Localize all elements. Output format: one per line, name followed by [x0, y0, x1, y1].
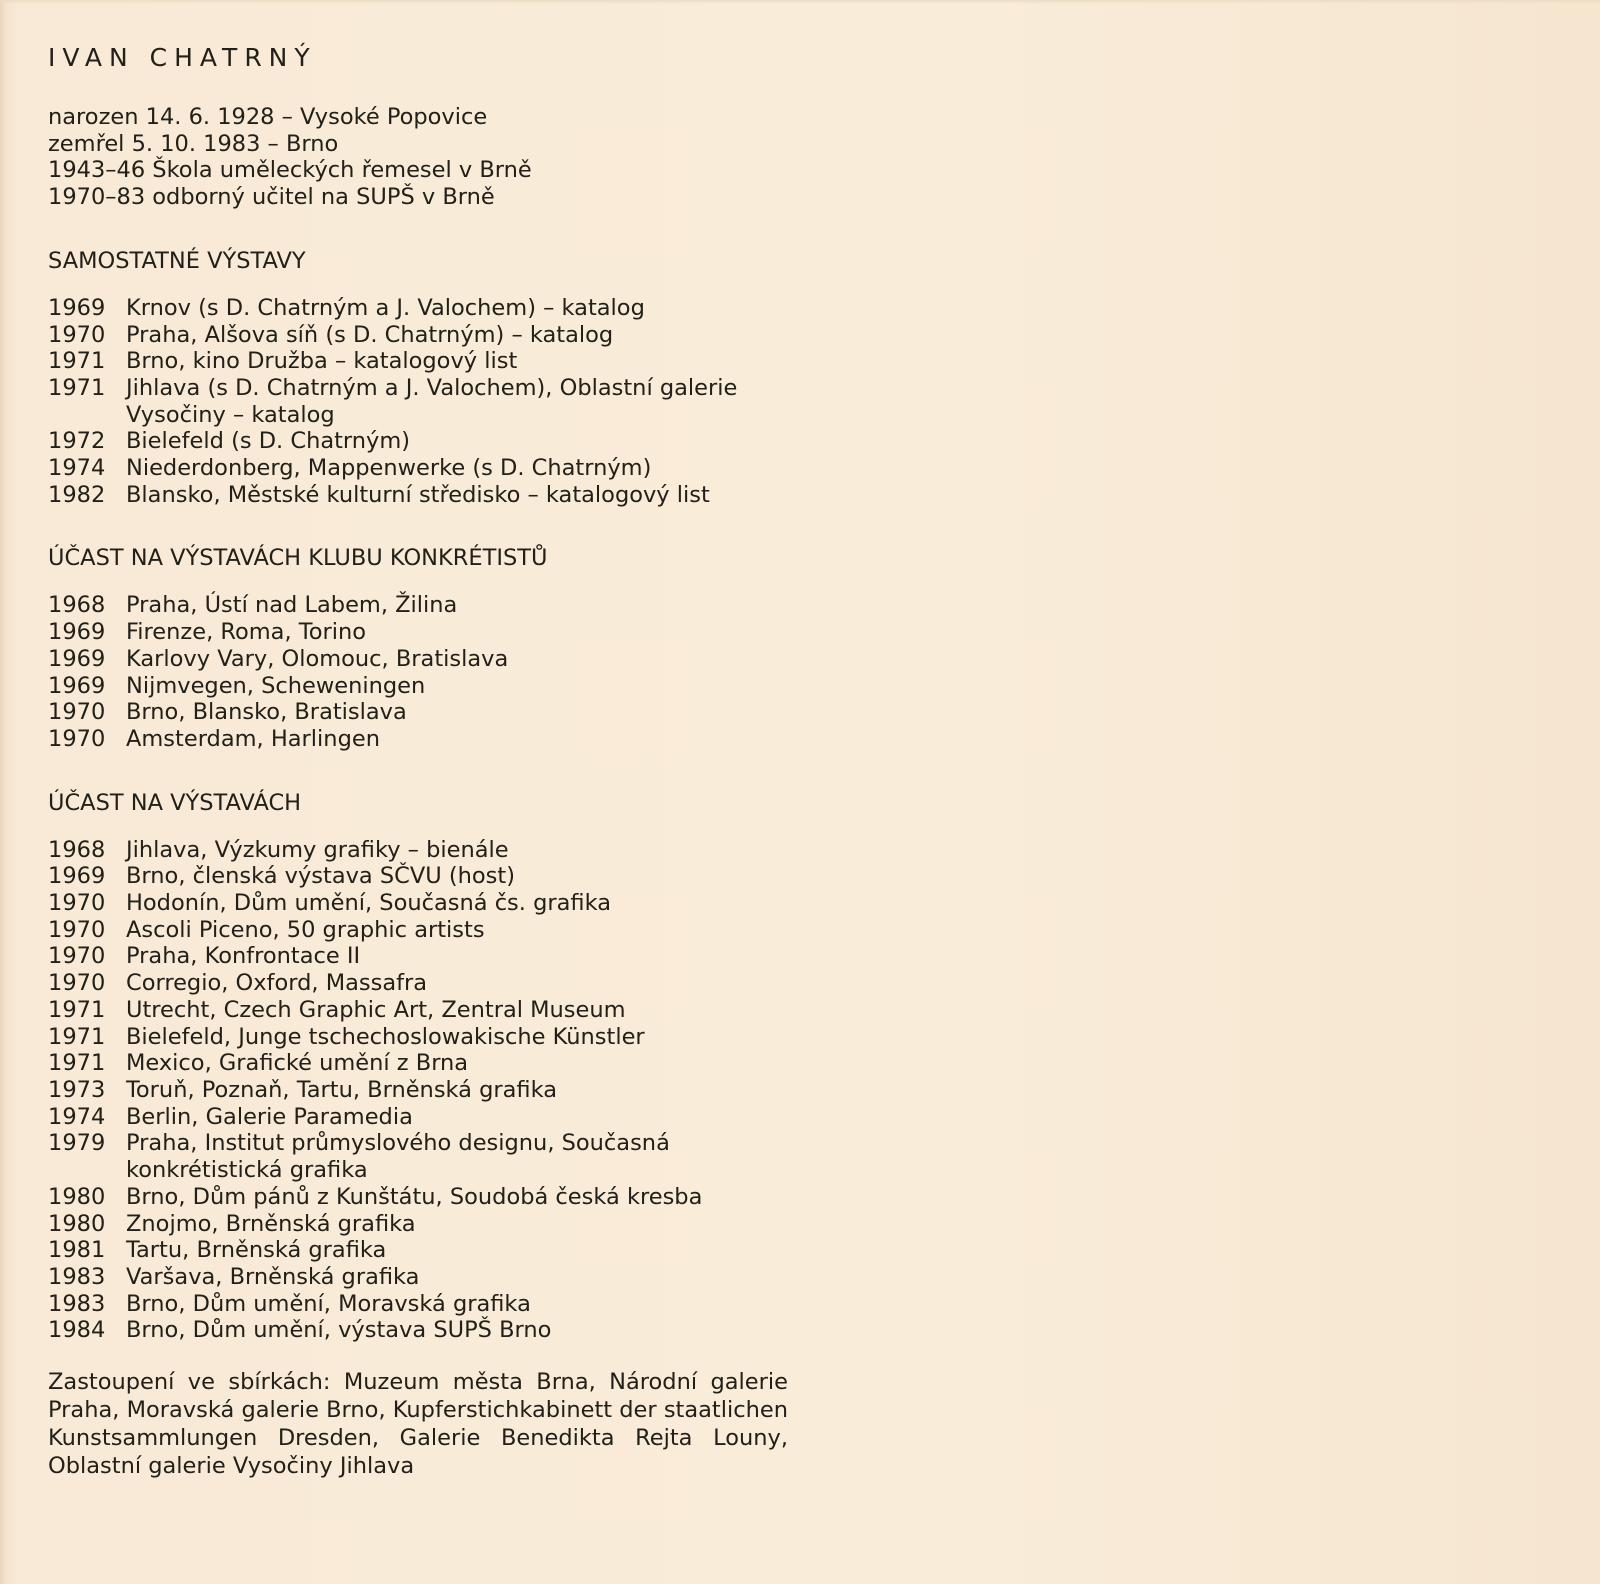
- list-item: [48, 322, 808, 349]
- list-item: [48, 890, 808, 917]
- list-item: [48, 673, 808, 700]
- list-item: [48, 943, 808, 970]
- entry-description: Bielefeld, Junge tschechoslowakische Künstler: [126, 1023, 645, 1050]
- list-item: [48, 619, 808, 646]
- list-item: [48, 592, 808, 619]
- entry-description: Corregio, Oxford, Massafra: [126, 970, 428, 997]
- entry-description: Brno, kino Družba – katalogový list: [126, 348, 518, 375]
- entry-year: 1973: [48, 1076, 106, 1103]
- list-item: [48, 1184, 808, 1211]
- entry-year: 1974: [48, 455, 106, 482]
- page-edge-shadow: [0, 0, 6, 1584]
- list-item: [48, 1291, 808, 1318]
- entry-year: 1979: [48, 1130, 106, 1157]
- document-content: [48, 36, 808, 1480]
- list-item: [48, 726, 808, 753]
- list-item: [48, 1317, 808, 1344]
- entry-description: Brno, Blansko, Bratislava: [126, 699, 407, 726]
- list-item: [48, 1130, 808, 1183]
- list-item: [48, 1024, 808, 1051]
- entry-description: Praha, Konfrontace II: [126, 943, 361, 970]
- group-exhibitions-list: [48, 837, 808, 1344]
- list-item: [48, 863, 808, 890]
- entry-year: 1970: [48, 725, 106, 752]
- club-exhibitions-heading: ÚČAST NA VÝSTAVÁCH KLUBU KONKRÉTISTŮ: [48, 545, 548, 572]
- entry-description: Ascoli Piceno, 50 graphic artists: [126, 916, 485, 943]
- entry-description: Znojmo, Brněnská grafika: [126, 1210, 416, 1237]
- entry-description: Hodonín, Dům umění, Současná čs. grafika: [126, 890, 612, 917]
- list-item: [48, 1077, 808, 1104]
- bio-born: narozen 14. 6. 1928 – Vysoké Popovice: [48, 104, 488, 130]
- entry-year: 1970: [48, 890, 106, 917]
- entry-description: Krnov (s D. Chatrným a J. Valochem) – katalog: [126, 294, 645, 321]
- list-item: [48, 482, 808, 509]
- entry-description: Blansko, Městské kulturní středisko – katalogový list: [126, 481, 710, 508]
- entry-year: 1969: [48, 619, 106, 646]
- bio-teaching: 1970–83 odborný učitel na SUPŠ v Brně: [48, 184, 495, 211]
- biography-block: [48, 104, 808, 211]
- list-item: [48, 1104, 808, 1131]
- entry-year: 1980: [48, 1210, 106, 1237]
- entry-description: Firenze, Roma, Torino: [126, 619, 366, 646]
- entry-description: Praha, Institut průmyslového designu, Současná konkrétistická grafika: [126, 1130, 670, 1184]
- bio-died: zemřel 5. 10. 1983 – Brno: [48, 130, 339, 157]
- entry-year: 1969: [48, 672, 106, 699]
- entry-year: 1971: [48, 1050, 106, 1077]
- entry-year: 1980: [48, 1183, 106, 1210]
- club-exhibitions-list: [48, 592, 808, 752]
- entry-year: 1983: [48, 1263, 106, 1290]
- entry-description: Jihlava (s D. Chatrným a J. Valochem), Oblastní galerie Vysočiny – katalog: [126, 374, 738, 428]
- entry-year: 1969: [48, 863, 106, 890]
- list-item: [48, 699, 808, 726]
- entry-year: 1974: [48, 1103, 106, 1130]
- entry-year: 1982: [48, 481, 106, 508]
- entry-description: Brno, Dům pánů z Kunštátu, Soudobá česká kresba: [126, 1183, 703, 1210]
- collections-paragraph: Zastoupení ve sbírkách: Muzeum města Brna, Národní galerie Praha, Moravská galerie Brno, Kupferstichkabinett der staatlichen Kunstsammlungen Dresden, Galerie Benedikta Rejta Louny, Oblastní galerie Vysočiny Jihlava: [48, 1369, 788, 1480]
- list-item: [48, 917, 808, 944]
- list-item: [48, 375, 808, 428]
- entry-year: 1970: [48, 943, 106, 970]
- entry-description: Brno, Dům umění, Moravská grafika: [126, 1290, 531, 1317]
- entry-description: Jihlava, Výzkumy grafiky – bienále: [126, 836, 509, 863]
- list-item: [48, 970, 808, 997]
- group-exhibitions-heading: ÚČAST NA VÝSTAVÁCH: [48, 789, 302, 816]
- entry-description: Praha, Alšova síň (s D. Chatrným) – katalog: [126, 321, 614, 348]
- list-item: [48, 837, 808, 864]
- entry-year: 1969: [48, 294, 106, 321]
- list-item: [48, 997, 808, 1024]
- solo-exhibitions-list: [48, 295, 808, 509]
- entry-description: Utrecht, Czech Graphic Art, Zentral Museum: [126, 996, 626, 1023]
- entry-year: 1971: [48, 1023, 106, 1050]
- entry-description: Karlovy Vary, Olomouc, Bratislava: [126, 645, 509, 672]
- list-item: [48, 1050, 808, 1077]
- entry-year: 1971: [48, 996, 106, 1023]
- entry-description: Praha, Ústí nad Labem, Žilina: [126, 592, 458, 619]
- entry-year: 1971: [48, 374, 106, 401]
- entry-description: Tartu, Brněnská grafika: [126, 1237, 387, 1264]
- entry-description: Niederdonberg, Mappenwerke (s D. Chatrným): [126, 455, 652, 482]
- entry-description: Berlin, Galerie Paramedia: [126, 1103, 413, 1130]
- page-top-edge: [0, 0, 1600, 4]
- list-item: [48, 646, 808, 673]
- bio-education: 1943–46 Škola uměleckých řemesel v Brně: [48, 157, 532, 184]
- entry-year: 1970: [48, 699, 106, 726]
- entry-year: 1983: [48, 1290, 106, 1317]
- entry-year: 1972: [48, 428, 106, 455]
- solo-exhibitions-heading: SAMOSTATNÉ VÝSTAVY: [48, 247, 306, 274]
- list-item: [48, 428, 808, 455]
- entry-year: 1968: [48, 836, 106, 863]
- entry-year: 1981: [48, 1237, 106, 1264]
- entry-description: Brno, Dům umění, výstava SUPŠ Brno: [126, 1317, 552, 1344]
- entry-year: 1971: [48, 348, 106, 375]
- list-item: [48, 1237, 808, 1264]
- list-item: [48, 295, 808, 322]
- entry-description: Toruň, Poznaň, Tartu, Brněnská grafika: [126, 1076, 558, 1103]
- entry-description: Brno, členská výstava SČVU (host): [126, 863, 515, 890]
- entry-year: 1969: [48, 645, 106, 672]
- entry-description: Bielefeld (s D. Chatrným): [126, 428, 411, 455]
- entry-year: 1970: [48, 970, 106, 997]
- entry-year: 1970: [48, 916, 106, 943]
- entry-year: 1984: [48, 1317, 106, 1344]
- entry-year: 1970: [48, 321, 106, 348]
- entry-description: Nijmvegen, Scheweningen: [126, 672, 426, 699]
- entry-description: Mexico, Grafické umění z Brna: [126, 1050, 469, 1077]
- list-item: [48, 1211, 808, 1238]
- list-item: [48, 1264, 808, 1291]
- artist-name-title: IVAN CHATRNÝ: [48, 43, 317, 72]
- entry-description: Amsterdam, Harlingen: [126, 725, 380, 752]
- entry-year: 1968: [48, 592, 106, 619]
- list-item: [48, 348, 808, 375]
- list-item: [48, 455, 808, 482]
- entry-description: Varšava, Brněnská grafika: [126, 1263, 420, 1290]
